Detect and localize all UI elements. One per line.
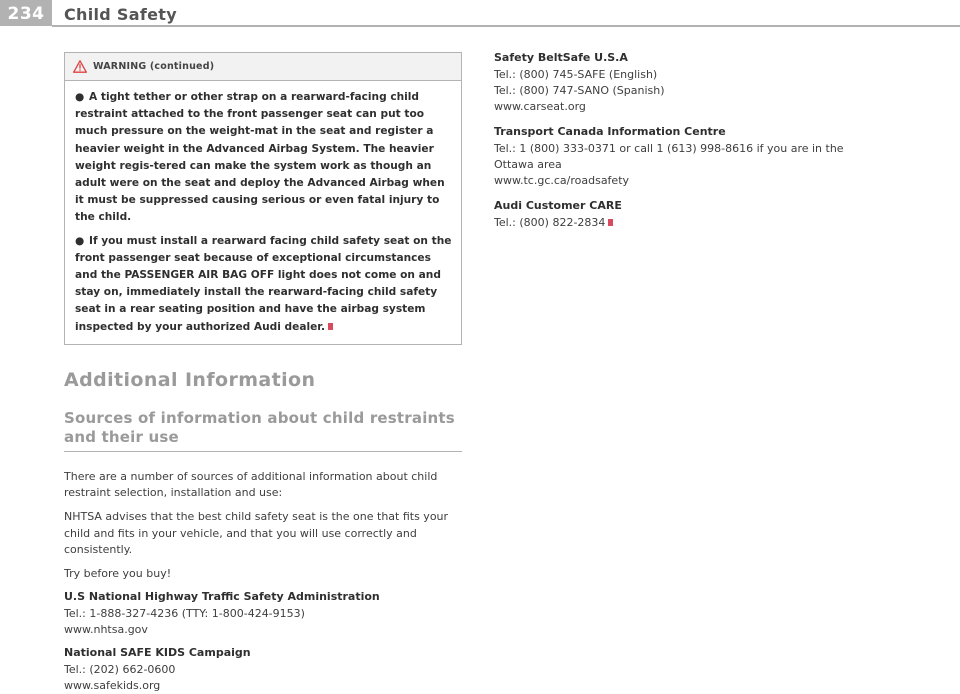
contact-line: Tel.: 1 (800) 333-0371 or call 1 (613) 998-8616 if you are in the: [494, 141, 844, 155]
contact-line: [494, 215, 894, 231]
bullet-dot: ●: [75, 234, 85, 247]
contact-line: www.safekids.org: [64, 679, 161, 693]
contact-line: www.tc.gc.ca/roadsafety: [494, 174, 630, 188]
page-number: 234: [7, 4, 45, 24]
warning-body: [65, 81, 461, 344]
contact-name: National SAFE KIDS Campaign: [64, 646, 251, 660]
left-column: [64, 52, 462, 694]
header-rule: [52, 25, 960, 27]
paragraph: Try before you buy!: [64, 566, 172, 580]
contact-line: www.carseat.org: [494, 100, 586, 113]
contact-line: www.nhtsa.gov: [64, 623, 148, 637]
warning-bullet: [75, 233, 453, 336]
contact-name: U.S National Highway Traffic Safety Administration: [64, 590, 380, 604]
paragraph: There are a number of sources of additional information about child restraint selection, installation and use:: [64, 469, 438, 500]
bullet-dot: ●: [75, 91, 85, 103]
warning-label: WARNING (continued): [93, 61, 215, 72]
page-number-box: [0, 0, 52, 26]
contact-line: Tel.: (800) 747-SANO (Spanish): [494, 83, 665, 97]
section-heading: Additional Information: [64, 368, 316, 391]
warning-box: [64, 52, 462, 345]
contact-line: Tel.: (800) 745-SAFE (English): [494, 67, 658, 81]
page-header: [0, 0, 960, 34]
right-column: [494, 50, 894, 231]
contact-name: Transport Canada Information Centre: [494, 125, 726, 139]
paragraph: NHTSA advises that the best child safety seat is the one that fits your child and fits in your vehicle, and that you will use correctly and consistently.: [64, 510, 449, 557]
contact-name: Safety BeltSafe U.S.A: [494, 51, 628, 64]
contact-name: Audi Customer CARE: [494, 199, 622, 213]
warning-bullet-text: A tight tether or other strap on a rearward-facing child restraint attached to the front passenger seat can put too much pressure on the weight-mat in the seat and register a heavier weight in the Advanced Airbag System. The heavier weight regis-tered can make the system work as though an adult were on the seat and deploy the Advanced Airbag when it must be suppressed causing serious or even fatal injury to the child.: [75, 91, 445, 224]
contact-line: Ottawa area: [494, 158, 562, 171]
subsection-heading: Sources of information about child restraints and their use: [64, 409, 462, 452]
warning-header: [65, 53, 461, 81]
end-mark: [608, 219, 613, 226]
contact-line-text: Tel.: (800) 822-2834: [494, 216, 606, 229]
warning-bullet-text: If you must install a rearward facing child safety seat on the front passenger seat because of exceptional circumstances and the PASSENGER AIR BAG OFF light does not come on and stay on, immediately install the rearward-facing child safety seat in a rear seating position and have the airbag system inspected by your authorized Audi dealer.: [75, 234, 452, 333]
warning-triangle-icon: [73, 60, 87, 73]
warning-bullet: [75, 89, 453, 227]
end-mark: [328, 323, 333, 330]
contact-line: Tel.: 1-888-327-4236 (TTY: 1-800-424-9153): [64, 607, 305, 620]
contact-line: Tel.: (202) 662-0600: [64, 663, 176, 676]
section-title: Child Safety: [64, 5, 177, 24]
